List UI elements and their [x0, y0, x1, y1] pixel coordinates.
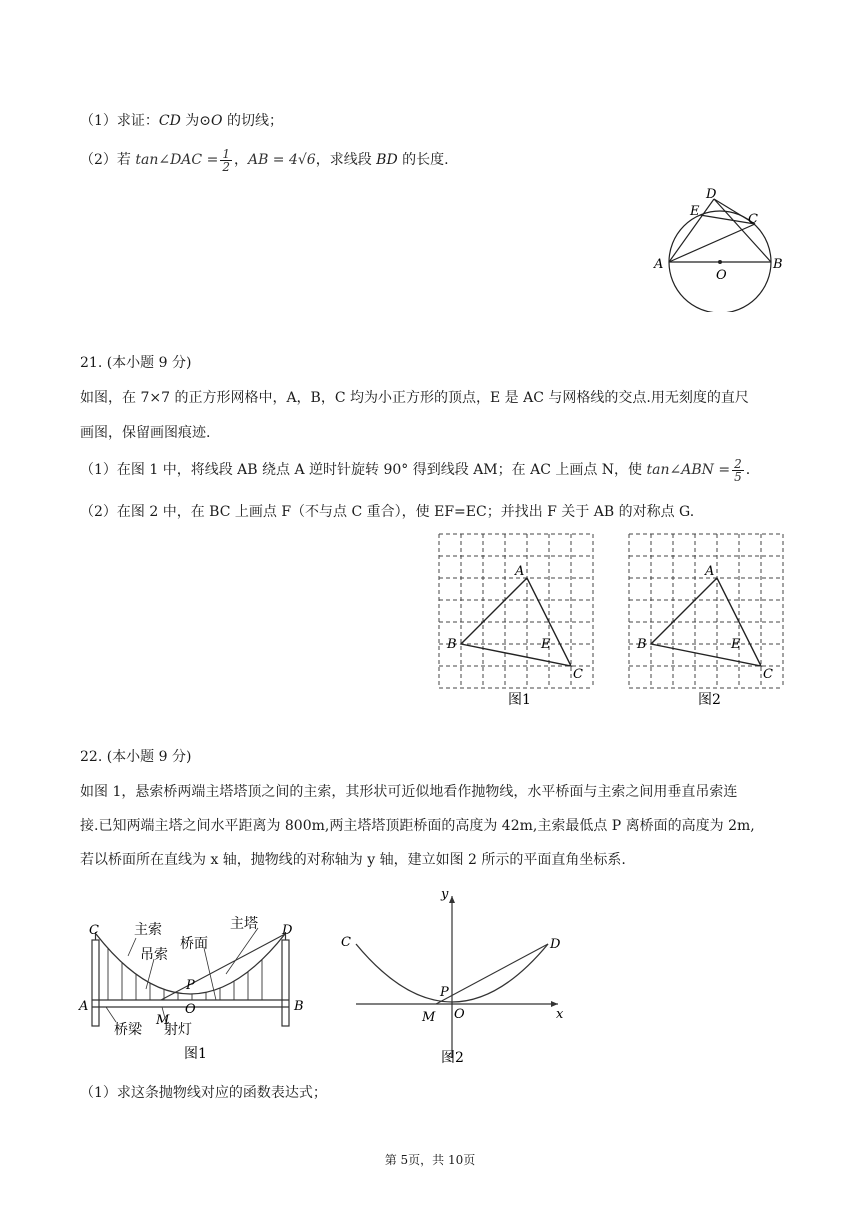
q21-part1 [80, 456, 750, 484]
q21-intro-2: 画图，保留画图痕迹. [80, 425, 211, 441]
q20-part2-sep: ， [233, 152, 248, 168]
q21-intro-1: 如图，在 7×7 的正方形网格中，A，B，C 均为小正方形的顶点，E 是 AC 与网格线的交点.用无刻度的直尺 [80, 390, 749, 406]
fig1-label-b: B [294, 999, 304, 1014]
fig2-label-c: C [341, 935, 351, 950]
fig1-caption: 图1 [508, 692, 531, 708]
label-b: B [447, 637, 457, 652]
fig2-label-m: M [422, 1010, 436, 1025]
q21-part1-tan: tan∠ABN = [646, 462, 731, 478]
label-a: A [515, 564, 525, 579]
y-axis-arrow [449, 896, 455, 903]
fig1-hanger-label: 吊索 [140, 947, 168, 963]
q20-part2-frac-num: 1 [222, 146, 230, 161]
label-c: C [573, 667, 583, 682]
q20-part2-tan: tan∠DAC = [135, 152, 219, 168]
q21-part1-text: （1）在图 1 中，将线段 AB 绕点 A 逆时针旋转 90° 得到线段 AM；在 AC 上画点 N，使 [80, 462, 647, 478]
label-b: B [773, 257, 783, 272]
fig1-tower-label: 主塔 [230, 916, 258, 932]
label-c: C [748, 212, 758, 227]
fig2-label-x: x [556, 1007, 564, 1022]
leader-beam [106, 1007, 116, 1022]
q20-part2-ab: AB = 4√6 [247, 152, 316, 168]
fig1-label-c: C [89, 923, 99, 938]
label-d: D [706, 187, 717, 202]
q22-para-2: 接.已知两端主塔之间水平距离为 800m,两主塔塔顶距桥面的高度为 42m,主索最低点 P 离桥面的高度为 2m, [80, 818, 755, 834]
label-e: E [731, 637, 741, 652]
label-a: A [705, 564, 715, 579]
q22-heading: 22. (本小题 9 分) [80, 749, 192, 765]
fig1-label-m: M [156, 1013, 170, 1028]
q22-bridge-figure [76, 904, 316, 1074]
q21-heading: 21. (本小题 9 分) [80, 355, 192, 371]
q20-part2-fraction [220, 148, 232, 173]
q20-part1-lead: （1）求证： [80, 113, 159, 129]
fig1-caption: 图1 [184, 1046, 207, 1062]
q20-part1-o: O [211, 113, 223, 129]
q20-part1-mid: 为⊙ [180, 113, 212, 129]
fig1-label-a: A [79, 999, 89, 1014]
label-e: E [541, 637, 551, 652]
grid-figure-2 [629, 534, 783, 688]
fig1-beam-label: 桥梁 [114, 1022, 142, 1038]
label-e: E [690, 204, 700, 219]
q20-part2-mid: ，求线段 [315, 152, 377, 168]
segment-db [714, 199, 771, 262]
page-footer: 第 5页，共 10页 [384, 1153, 476, 1167]
q20-part2-bd: BD [376, 152, 398, 168]
grid-figure-1 [439, 534, 593, 688]
q22-para-1: 如图 1，悬索桥两端主塔塔顶之间的主索，其形状可近似地看作抛物线，水平桥面与主索之间用垂直吊索连 [80, 784, 738, 800]
line-md [436, 944, 548, 1004]
q21-part1-frac-den: 5 [734, 469, 742, 484]
q21-part2: （2）在图 2 中，在 BC 上画点 F（不与点 C 重合），使 EF=EC；并找出 F 关于 AB 的对称点 G. [80, 504, 695, 520]
q21-part1-frac-num: 2 [734, 456, 742, 471]
fig1-label-o: O [185, 1002, 196, 1017]
label-b: B [637, 637, 647, 652]
label-c: C [763, 667, 773, 682]
left-tower [92, 940, 99, 1026]
leader-main-cable [128, 938, 136, 956]
q20-part1 [80, 111, 283, 131]
fig1-label-p: P [186, 978, 195, 993]
center-dot [718, 260, 722, 264]
q21-part1-end: . [745, 462, 751, 478]
q20-part2-frac-den: 2 [222, 159, 230, 174]
q20-part1-cd: CD [158, 113, 181, 129]
fig1-light-label: 射灯 [164, 1022, 192, 1038]
fig1-main-cable-label: 主索 [134, 922, 162, 938]
q22-part1: （1）求这条抛物线对应的函数表达式； [80, 1085, 327, 1101]
q20-circle-figure [650, 182, 790, 312]
q21-part1-fraction [732, 458, 744, 483]
fig2-label-o: O [454, 1007, 465, 1022]
q20-part1-end: 的切线； [222, 113, 283, 129]
fig2-label-p: P [440, 985, 449, 1000]
q22-coordinate-figure [336, 880, 576, 1068]
q20-part2-end: 的长度. [397, 152, 449, 168]
fig2-caption: 图2 [698, 692, 721, 708]
right-tower [282, 940, 289, 1026]
fig2-label-y: y [441, 887, 449, 902]
fig1-label-d: D [282, 923, 293, 938]
label-a: A [654, 257, 664, 272]
q22-para-3: 若以桥面所在直线为 x 轴，抛物线的对称轴为 y 轴，建立如图 2 所示的平面直角坐标系. [80, 852, 626, 868]
q21-grid-figures [430, 526, 790, 716]
q20-part2-lead: （2）若 [80, 152, 136, 168]
fig2-label-d: D [550, 937, 561, 952]
q20-part2 [80, 146, 449, 174]
label-o: O [716, 268, 727, 283]
fig1-deck-label: 桥面 [180, 936, 208, 952]
fig2-caption: 图2 [441, 1050, 464, 1066]
